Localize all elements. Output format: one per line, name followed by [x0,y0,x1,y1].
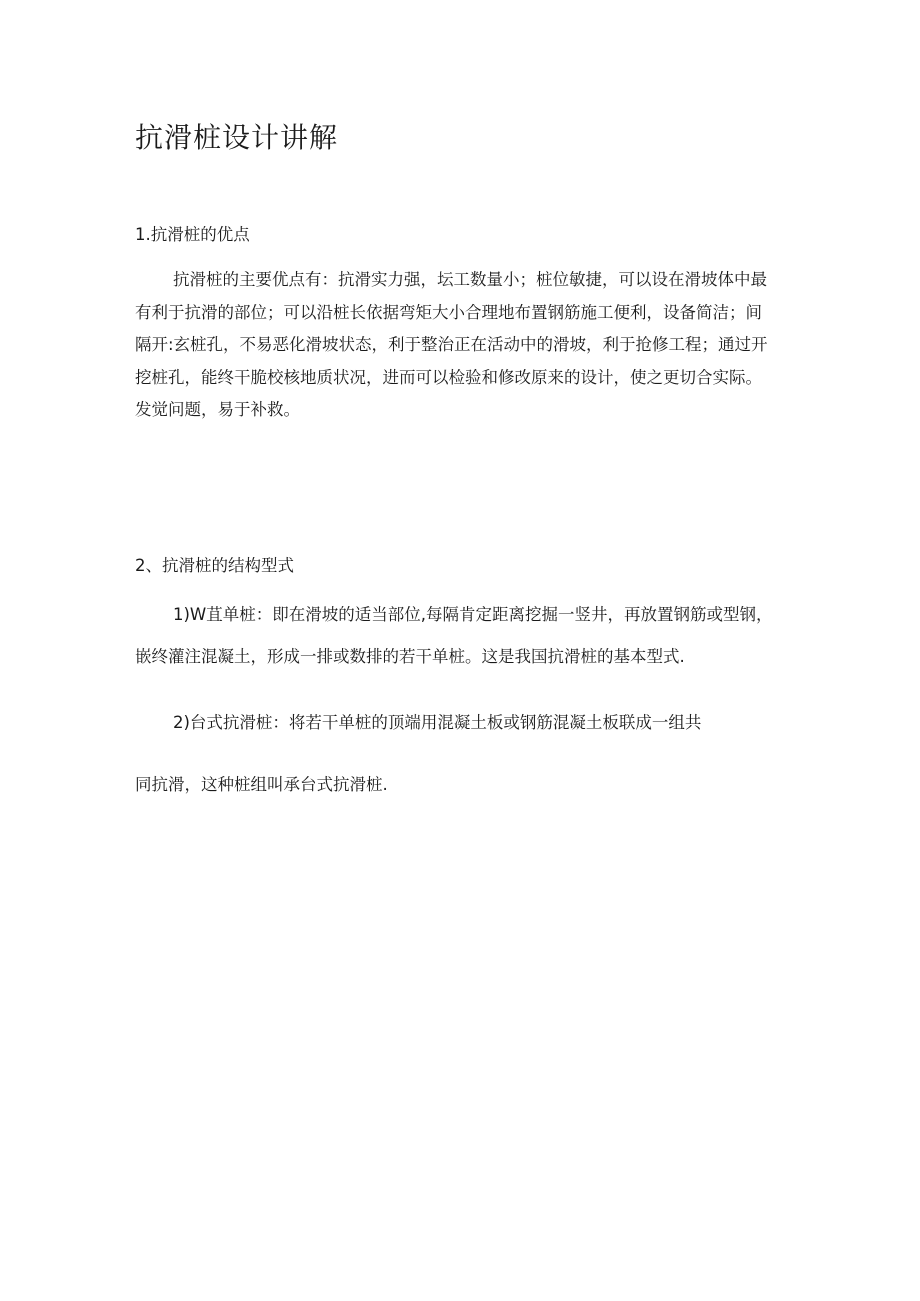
paragraph-line: 挖桩孔，能终干脆校核地质状况，进而可以检验和修改原来的设计，使之更切合实际。 [135,367,762,387]
section-heading-structure-types: 2、抗滑桩的结构型式 [135,556,294,575]
paragraph-line: 发觉问题，易于补救。 [135,400,300,419]
section-heading-advantages: 1.抗滑桩的优点 [135,225,250,244]
page-title: 抗滑桩设计讲解 [135,121,339,154]
paragraph-advantages [135,264,787,427]
paragraph-cap-pile-continuation: 同抗滑，这种桩组叫承台式抗滑桩. [135,775,388,794]
paragraph-line: 1)W苴单桩：即在滑坡的适当部位,每隔肯定距离挖掘一竖井，再放置钢筋或型钢， [173,605,773,624]
paragraph-line: 2)台式抗滑桩：将若干单桩的顶端用混凝土板或钢筋混凝土板联成一组共 [173,713,702,732]
paragraph-line: 隔开:玄桩孔，不易恶化滑坡状态，利于整治正在活动中的滑坡，利于抢修工程；通过开 [135,335,768,354]
paragraph-line: 抗滑桩的主要优点有：抗滑实力强，坛工数量小；桩位敏捷，可以设在滑坡体中最 [173,270,767,289]
paragraph-cap-pile [135,702,787,744]
paragraph-line: 有利于抗滑的部位；可以沿桩长依据弯矩大小合理地布置钢筋施工便利，设备简洁；间 [135,302,762,322]
paragraph-line: 嵌终灌注混凝土，形成一排或数排的若干单桩。这是我国抗滑桩的基本型式. [135,647,685,666]
paragraph-single-pile [135,594,787,678]
